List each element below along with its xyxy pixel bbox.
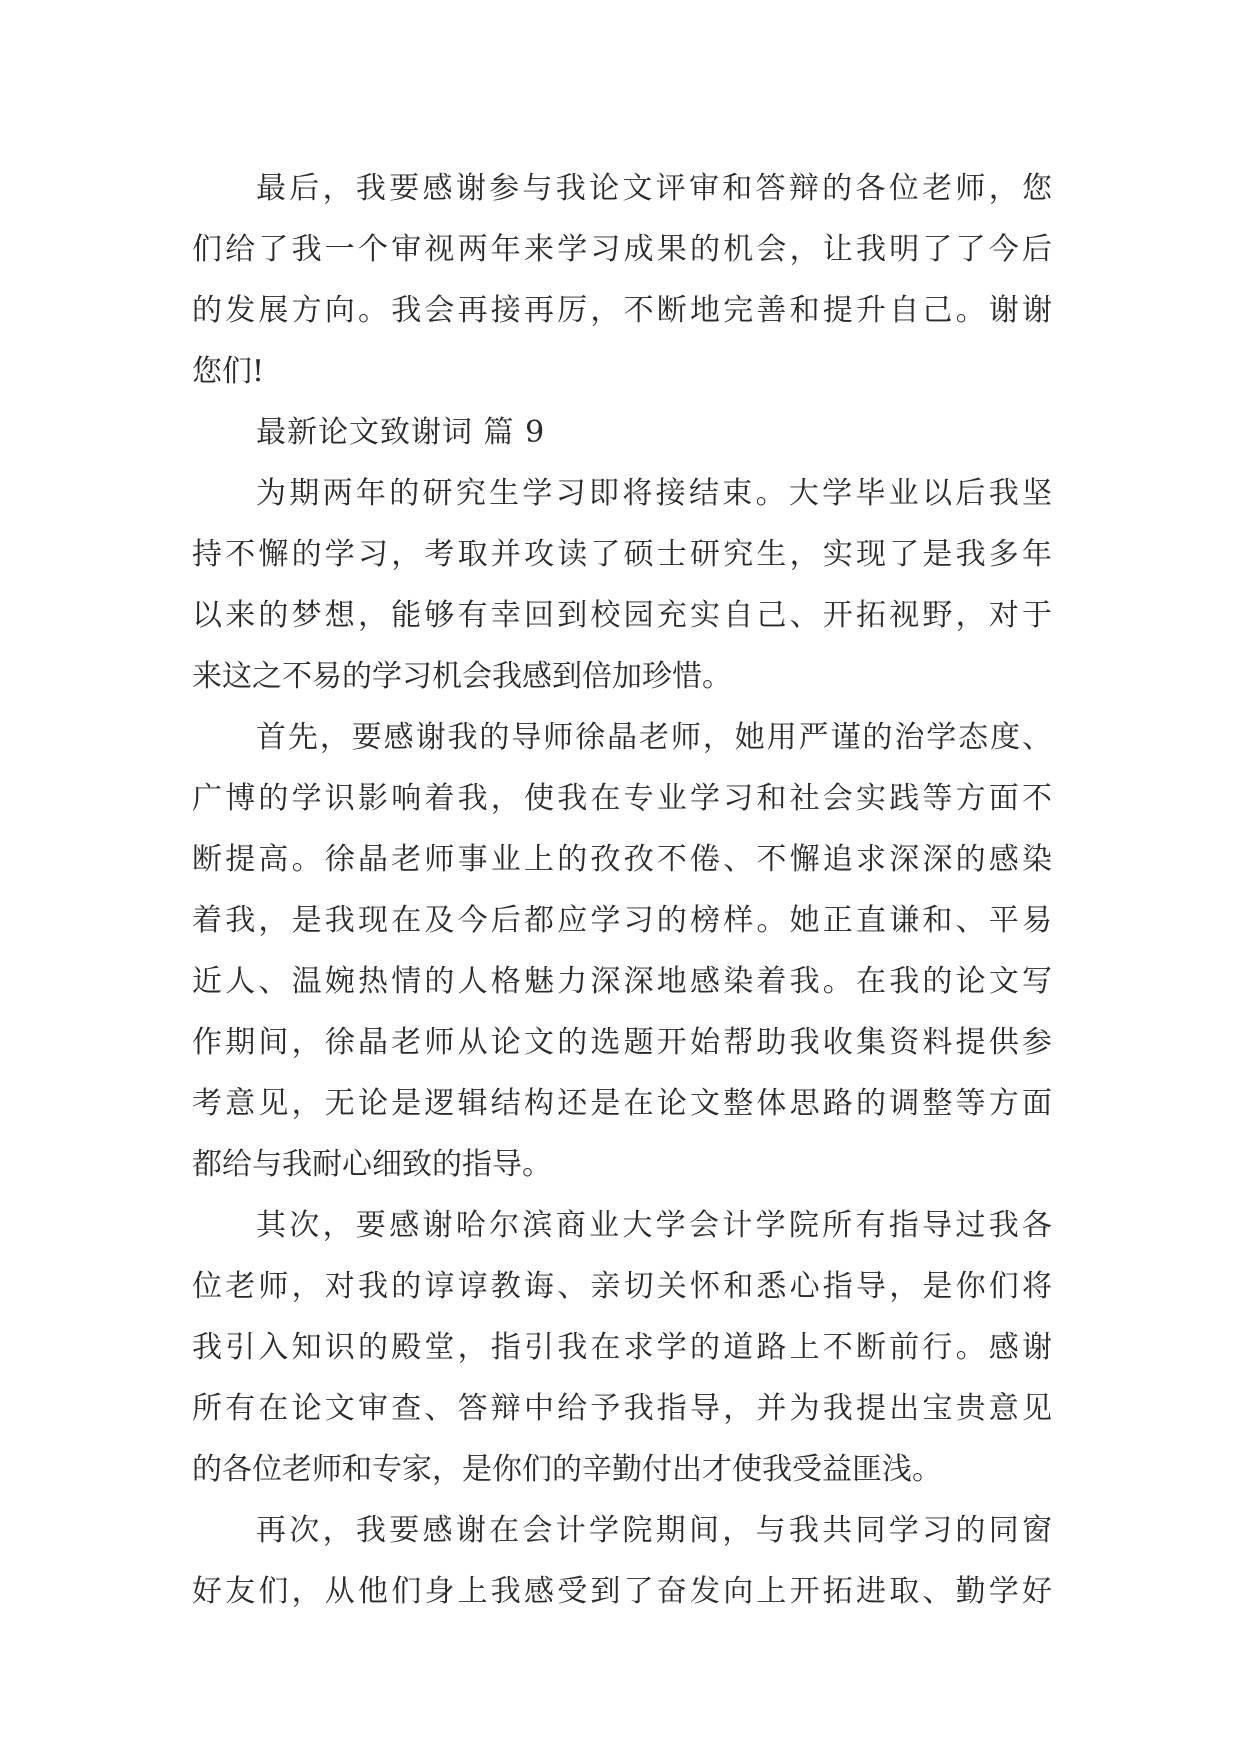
paragraph-line: 再次，我要感谢在会计学院期间，与我共同学习的同窗 [256, 1513, 1052, 1548]
paragraph-line: 的各位老师和专家，是你们的辛勤付出才使我受益匪浅。 [192, 1452, 942, 1487]
paragraph-line: 着我，是我现在及今后都应学习的榜样。她正直谦和、平易 [192, 903, 1052, 938]
paragraph-line: 所有在论文审查、答辩中给予我指导，并为我提出宝贵意见 [192, 1391, 1052, 1426]
paragraph-line: 都给与我耐心细致的指导。 [192, 1147, 552, 1182]
paragraph-line: 其次，要感谢哈尔滨商业大学会计学院所有指导过我各 [256, 1208, 1052, 1243]
paragraph-line: 作期间，徐晶老师从论文的选题开始帮助我收集资料提供参 [192, 1025, 1052, 1060]
paragraph-line: 您们! [192, 354, 265, 389]
paragraph-teachers [192, 1195, 1052, 1500]
document-body [192, 158, 1052, 1622]
paragraph-intro [192, 463, 1052, 707]
paragraph-line: 首先，要感谢我的导师徐晶老师，她用严谨的治学态度、 [256, 720, 1052, 755]
paragraph-line: 以来的梦想，能够有幸回到校园充实自己、开拓视野，对于 [192, 598, 1052, 633]
paragraph-line: 们给了我一个审视两年来学习成果的机会，让我明了了今后 [192, 232, 1052, 267]
paragraph-line: 来这之不易的学习机会我感到倍加珍惜。 [192, 659, 732, 694]
paragraph-advisor [192, 707, 1052, 1195]
paragraph-line: 考意见，无论是逻辑结构还是在论文整体思路的调整等方面 [192, 1086, 1052, 1121]
paragraph-line: 位老师，对我的谆谆教诲、亲切关怀和悉心指导，是你们将 [192, 1269, 1052, 1304]
paragraph-line: 我引入知识的殿堂，指引我在求学的道路上不断前行。感谢 [192, 1330, 1052, 1365]
paragraph-line: 为期两年的研究生学习即将接结束。大学毕业以后我坚 [256, 476, 1052, 511]
paragraph-line: 最后，我要感谢参与我论文评审和答辩的各位老师，您 [256, 171, 1052, 206]
paragraph-line: 的发展方向。我会再接再厉，不断地完善和提升自己。谢谢 [192, 293, 1052, 328]
paragraph-line: 近人、温婉热情的人格魅力深深地感染着我。在我的论文写 [192, 964, 1052, 999]
paragraph-line: 断提高。徐晶老师事业上的孜孜不倦、不懈追求深深的感染 [192, 842, 1052, 877]
section-heading: 最新论文致谢词 篇 9 [256, 415, 546, 450]
paragraph-classmates [192, 1500, 1052, 1622]
paragraph-line: 持不懈的学习，考取并攻读了硕士研究生，实现了是我多年 [192, 537, 1052, 572]
paragraph-closing-thanks [192, 158, 1052, 402]
paragraph-line: 广博的学识影响着我，使我在专业学习和社会实践等方面不 [192, 781, 1052, 816]
paragraph-line: 好友们，从他们身上我感受到了奋发向上开拓进取、勤学好 [192, 1574, 1052, 1609]
